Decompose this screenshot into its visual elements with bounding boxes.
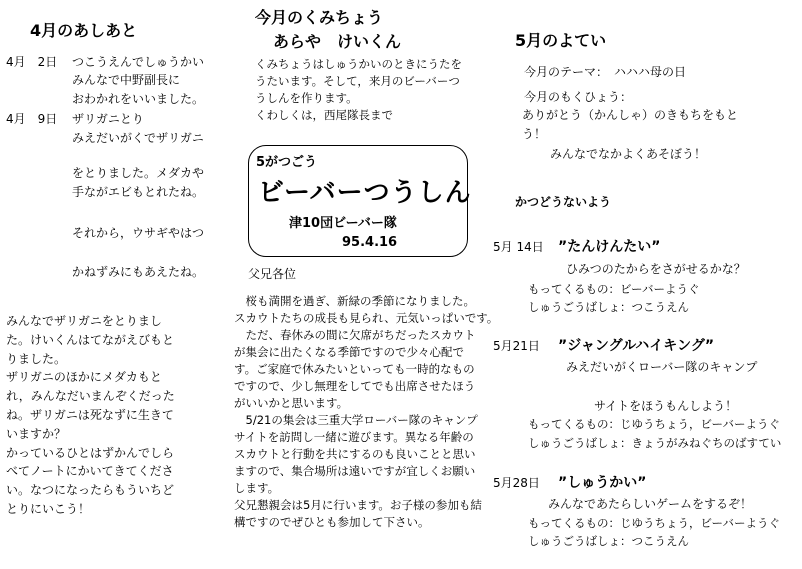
kumicho-desc-line: うしんを作ります。 [255,91,358,105]
parents-line: が集会に出たくなる季節ですので少々心配で [234,345,464,359]
parents-line: ただ、春休みの間に欠席がちだったスカウト [234,328,476,342]
april-note-line: ね。ザリガニは死なずに生きて [6,407,174,422]
parents-line: サイトを訪問し一緒に遊びます。異なる年齢の [234,430,474,444]
may-goal-line: う！ [522,127,547,141]
april-note-line: べてノートにかいてきてくださ [6,464,174,479]
kumicho-desc [255,56,462,124]
kumicho-title: 今月のくみちょう [255,8,384,27]
april-note-line: とりにいこう！ [6,501,91,516]
event-bring: もってくるもの：じゆうちょう，ビーバーようぐ [528,417,780,431]
april-note-line: れ，みんなだいまんぞくだった [6,389,175,404]
may-title: 5月のよてい [515,31,607,50]
april-entry1-line: みんなで中野副長に [72,73,181,87]
event-place: しゅうごうばしょ：つこうえん [528,534,689,548]
april-note-line: た。けいくんはてながえびもと [6,332,175,347]
parents-heading: 父兄各位 [248,267,297,281]
kumicho-name: あらや けいくん [273,32,402,51]
kumicho-desc-line: くわしくは，西尾隊長まで [255,108,393,122]
kumicho-desc-line: うたいます。そして，来月のビーバーつ [255,74,460,88]
april-note-line: い。なつになったらもういちど [6,483,175,498]
activities-heading: かつどうないよう [515,195,612,209]
april-note-line: りました。 [6,351,67,366]
may-goal-sub: みんなでなかよくあそぼう！ [550,147,707,161]
event-name: ”ジャングルハイキング” [558,338,715,354]
may-goal-label: 今月のもくひょう： [524,90,633,104]
april-note-line: ザリガニのほかにメダカもと [6,370,162,385]
april-entry1-date: 4月 2日 [6,55,58,69]
event-place: しゅうごうばしょ：つこうえん [528,300,689,314]
april-entry1-line: つこうえんでしゅうかい [72,55,205,69]
parents-line: す。ご家庭で休みたいといっても一時的なもの [234,362,475,376]
parents-line: スカウトと行動を共にするのも良いことと思い [234,447,476,461]
parents-letter [234,293,498,531]
april-nezumi-line: かねずみにもあえたね。 [72,265,205,279]
april-note-line: いますか？ [6,426,67,441]
event-name: ”しゅうかい” [558,475,647,491]
parents-line: します。 [234,481,280,495]
april-cont-line: 手ながエビもとれたね。 [72,185,205,199]
event-date: 5月 14日 [493,240,544,254]
masthead-troop: 津10団ビーバー隊 [289,216,397,231]
parents-line: がいいかと思います。 [234,396,349,410]
april-usagi-line: それから，ウサギやはつ [72,226,205,240]
event-place: しゅうごうばしょ：きょうがみねぐちのばすてい [528,436,782,450]
april-entry2-line: ザリガニとり [72,112,144,126]
event-desc: ひみつのたからをさがせるかな？ [566,262,746,276]
masthead-issue: 5がつごう [256,155,318,170]
parents-line: ますので、集合場所は遠いですが宜しくお願い [234,464,476,478]
parents-line: 5/21の集会は三重大学ローバー隊のキャンプ [234,413,478,427]
parents-line: ですので、少し無理をしてでも出席させたほう [234,379,476,393]
event-bring: もってくるもの：じゆうちょう，ビーバーようぐ [528,516,780,530]
april-entry2-line: みえだいがくでザリガニ [72,131,204,145]
event-bring: もってくるもの：ビーバーようぐ [528,282,700,296]
april-note [6,312,175,519]
event-name: ”たんけんたい” [558,239,661,255]
april-note-line: みんなでザリガニをとりまし [6,314,162,328]
may-goal-line: ありがとう（かんしゃ）のきもちをもと [522,108,739,122]
event-desc: みえだいがくローバー隊のキャンプ [566,360,758,374]
masthead-date: 95.4.16 [342,235,398,250]
may-theme: 今月のテーマ： ハハハ母の日 [524,65,687,79]
parents-line: 構ですのでぜひとも参加して下さい。 [234,515,430,529]
event-desc: みんなであたらしいゲームをするぞ！ [548,497,753,511]
april-entry2-date: 4月 9日 [6,112,58,126]
event-date: 5月28日 [493,476,540,490]
parents-line: スカウトたちの成長も見られ、元気いっぱいです。 [234,311,499,325]
april-cont-line: をとりました。メダカや [72,166,205,180]
april-entry1-line: おわかれをいいました。 [72,92,205,106]
masthead-title: ビーバーつうしん [258,178,472,208]
april-note-line: かっているひとはずかんでしら [6,445,175,460]
parents-line: 父兄懇親会は5月に行います。お子様の参加も結 [234,498,482,512]
event-desc: サイトをほうもんしよう！ [594,399,738,413]
april-title: 4月のあしあと [30,21,138,40]
event-date: 5月21日 [493,339,540,353]
kumicho-desc-line: くみちょうはしゅうかいのときにうたを [255,57,462,71]
parents-line: 桜も満開を過ぎ、新緑の季節になりました。 [234,294,476,308]
